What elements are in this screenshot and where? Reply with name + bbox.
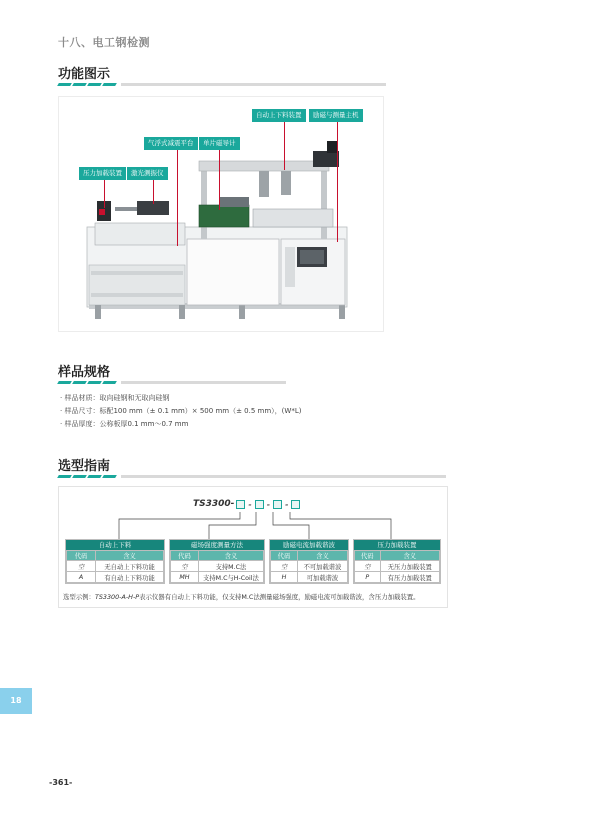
connector-lines: [59, 487, 449, 547]
table-row: 空 不可加载谐波: [271, 561, 348, 572]
spec-thickness: · 样品厚度：公称板厚0.1 mm～0.7 mm: [60, 418, 301, 431]
section-title-spec: 样品规格: [58, 365, 111, 380]
pointer-line: [284, 122, 285, 170]
label-excite-main: 励磁与测量主机: [309, 109, 363, 122]
pointer-line: [337, 122, 338, 242]
section-title-selection: 选型指南: [58, 459, 111, 474]
option-title: 压力加载装置: [354, 540, 440, 550]
section-divider: [58, 82, 386, 86]
chapter-title: 十八、电工钢检测: [58, 36, 150, 49]
spec-size: · 样品尺寸：标配100 mm（± 0.1 mm）× 500 mm（± 0.5 mm），(W*L): [60, 405, 301, 418]
pointer-line: [153, 180, 154, 204]
option-title: 励磁电流加载谐波: [270, 540, 348, 550]
option-title: 磁场强度测量方法: [170, 540, 264, 550]
equipment-figure: [58, 96, 384, 332]
pointer-line: [177, 150, 178, 246]
selection-guide: [58, 486, 448, 608]
table-row: 空 无自动上下料功能: [67, 561, 164, 572]
table-row: H 可加载谐波: [271, 572, 348, 583]
table-row: 空 无压力加载装置: [355, 561, 440, 572]
table-row: 空 支持M.C法: [171, 561, 264, 572]
option-title: 自动上下料: [66, 540, 164, 550]
pointer-line: [104, 180, 105, 208]
section-divider: [58, 474, 446, 478]
page-number: -361-: [49, 778, 73, 787]
section-title-function: 功能图示: [58, 67, 111, 82]
table-row: P 有压力加载装置: [355, 572, 440, 583]
equipment-illustration: [59, 97, 384, 332]
option-table-pressure: 压力加载装置 代码 含义 空 无压力加载装置 P 有压力加载装置: [353, 539, 441, 584]
option-table-harmonic: 励磁电流加载谐波 代码 含义 空 不可加载谐波 H 可加载谐波: [269, 539, 349, 584]
label-laser: 激光测振仪: [127, 167, 168, 180]
model-code: TS3300- - - -: [193, 499, 302, 509]
chapter-side-tab: 18: [0, 688, 32, 714]
option-table-auto-load: 自动上下料 代码 含义 空 无自动上下料功能 A 有自动上下料功能: [65, 539, 165, 584]
label-auto-load: 自动上下料装置: [252, 109, 306, 122]
option-table-field-method: 磁场强度测量方法 代码 含义 空 支持M.C法 MH 支持M.C与H-Coil法: [169, 539, 265, 584]
table-row: A 有自动上下料功能: [67, 572, 164, 583]
spec-material: · 样品材质：取向硅钢和无取向硅钢: [60, 392, 301, 405]
label-air-float: 气浮式减震平台: [144, 137, 198, 150]
label-single-sheet: 单片磁导计: [199, 137, 240, 150]
label-pressure: 压力加载装置: [79, 167, 126, 180]
model-prefix: TS3300-: [193, 499, 235, 509]
table-row: MH 支持M.C与H-Coil法: [171, 572, 264, 583]
selection-example: 选型示例：TS3300-A-H-P表示仪器有自动上下料功能，仅支持M.C法测量磁场强度，励磁电流可加载谐波，含压力加载装置。: [63, 593, 420, 601]
spec-list: [60, 392, 301, 431]
section-divider: [58, 380, 286, 384]
pointer-line: [219, 150, 220, 210]
